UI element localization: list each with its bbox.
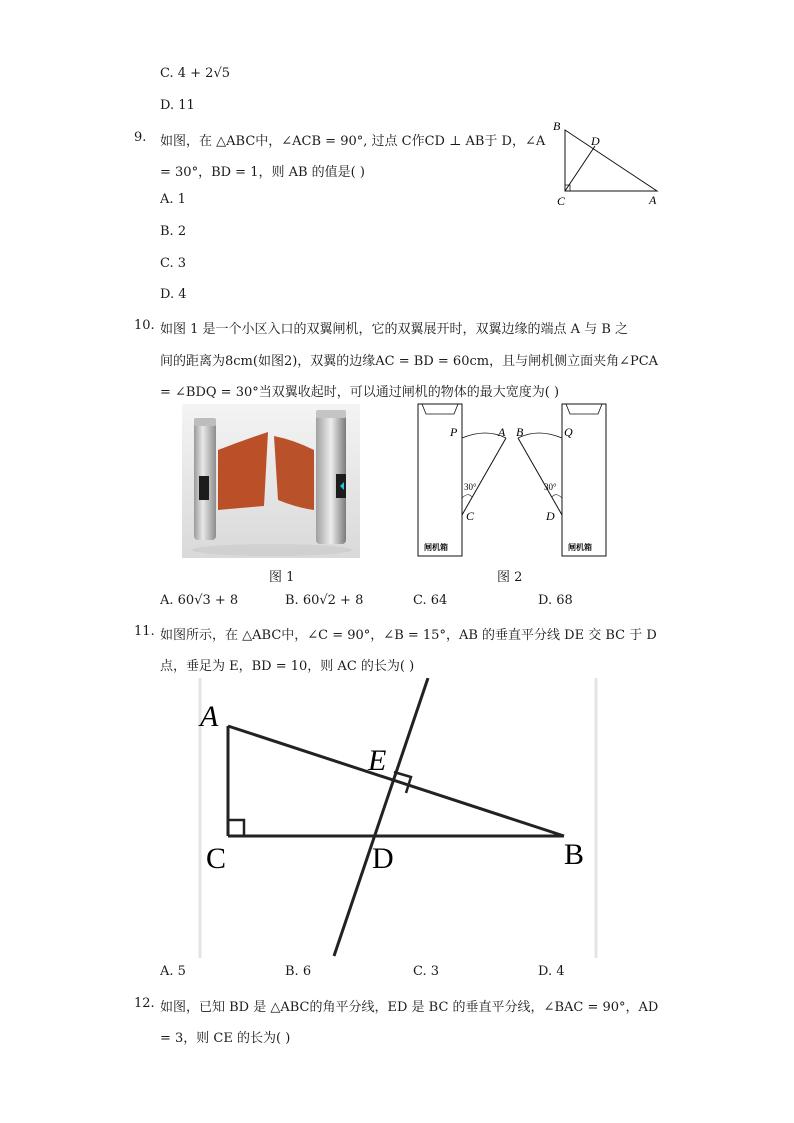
fig2-box-left-label: 闸机箱 bbox=[424, 543, 448, 552]
q9-label-c: C bbox=[557, 194, 566, 208]
fig2-label-d: D bbox=[546, 509, 555, 523]
q9-label-a: A bbox=[649, 193, 657, 207]
turnstile-photo bbox=[182, 404, 360, 558]
fig1-caption: 图 1 bbox=[269, 570, 295, 585]
fig2-label-b: B bbox=[516, 425, 524, 439]
q10-option-c: C. 64 bbox=[413, 593, 448, 608]
q11-label-b: B bbox=[564, 838, 585, 871]
fig2-box-right-label: 闸机箱 bbox=[568, 543, 592, 552]
q10-number: 10. bbox=[134, 318, 155, 333]
q9-option-d: D. 4 bbox=[160, 287, 187, 302]
q9-triangle-figure bbox=[545, 118, 670, 213]
q10-option-b: B. 60√2 + 8 bbox=[285, 593, 364, 608]
option-c-prev: C. 4 + 2√5 bbox=[160, 66, 231, 81]
q11-option-a: A. 5 bbox=[160, 964, 186, 979]
q11-option-c: C. 3 bbox=[413, 964, 440, 979]
q11-text-line1: 如图所示，在 △ABC中，∠C = 90°，∠B = 15°，AB 的垂直平分线 DE 交 BC 于 D bbox=[160, 628, 657, 643]
q11-text-line2: 点，垂足为 E，BD = 10，则 AC 的长为( ) bbox=[160, 659, 415, 674]
q10-text-line1: 如图 1 是一个小区入口的双翼闸机，它的双翼展开时，双翼边缘的端点 A 与 B 之 bbox=[160, 322, 629, 337]
fig2-angle-right: 30° bbox=[544, 482, 557, 492]
q9-number: 9. bbox=[134, 130, 147, 145]
q9-label-b: B bbox=[553, 119, 561, 133]
q10-text-line2: 间的距离为8cm(如图2)，双翼的边缘AC = BD = 60cm，且与闸机侧立面夹角∠PCA bbox=[160, 354, 659, 369]
fig2-angle-left: 30° bbox=[464, 482, 477, 492]
q11-label-e: E bbox=[368, 744, 387, 777]
fig2-label-c: C bbox=[466, 509, 475, 523]
q12-number: 12. bbox=[134, 996, 155, 1011]
q12-text-line1: 如图，已知 BD 是 △ABC的角平分线，ED 是 BC 的垂直平分线，∠BAC = 90°，AD bbox=[160, 1000, 659, 1015]
q10-option-d: D. 68 bbox=[538, 593, 573, 608]
q12-text-line2: = 3，则 CE 的长为( ) bbox=[160, 1031, 291, 1046]
q9-option-b: B. 2 bbox=[160, 224, 187, 239]
q11-label-c: C bbox=[206, 842, 227, 875]
fig2-label-a: A bbox=[498, 425, 506, 439]
q11-triangle-figure bbox=[196, 678, 600, 958]
q9-label-d: D bbox=[591, 134, 600, 148]
q10-text-line3: = ∠BDQ = 30°当双翼收起时，可以通过闸机的物体的最大宽度为( ) bbox=[160, 385, 560, 400]
fig2-caption: 图 2 bbox=[497, 570, 523, 585]
option-d-prev: D. 11 bbox=[160, 98, 195, 113]
q11-number: 11. bbox=[134, 624, 155, 639]
q11-option-d: D. 4 bbox=[538, 964, 565, 979]
fig2-label-q: Q bbox=[564, 425, 573, 439]
fig2-label-p: P bbox=[450, 425, 458, 439]
q11-label-a: A bbox=[200, 700, 219, 733]
q9-text-line1: 如图，在 △ABC中，∠ACB = 90°, 过点 C作CD ⊥ AB于 D，∠A bbox=[160, 134, 546, 149]
q11-option-b: B. 6 bbox=[285, 964, 312, 979]
q9-option-a: A. 1 bbox=[160, 192, 186, 207]
q9-option-c: C. 3 bbox=[160, 256, 187, 271]
q11-label-d: D bbox=[372, 842, 394, 875]
gate-schematic-figure bbox=[412, 400, 612, 560]
q10-option-a: A. 60√3 + 8 bbox=[160, 593, 239, 608]
q9-text-line2: = 30°，BD = 1，则 AB 的值是( ) bbox=[160, 165, 365, 180]
